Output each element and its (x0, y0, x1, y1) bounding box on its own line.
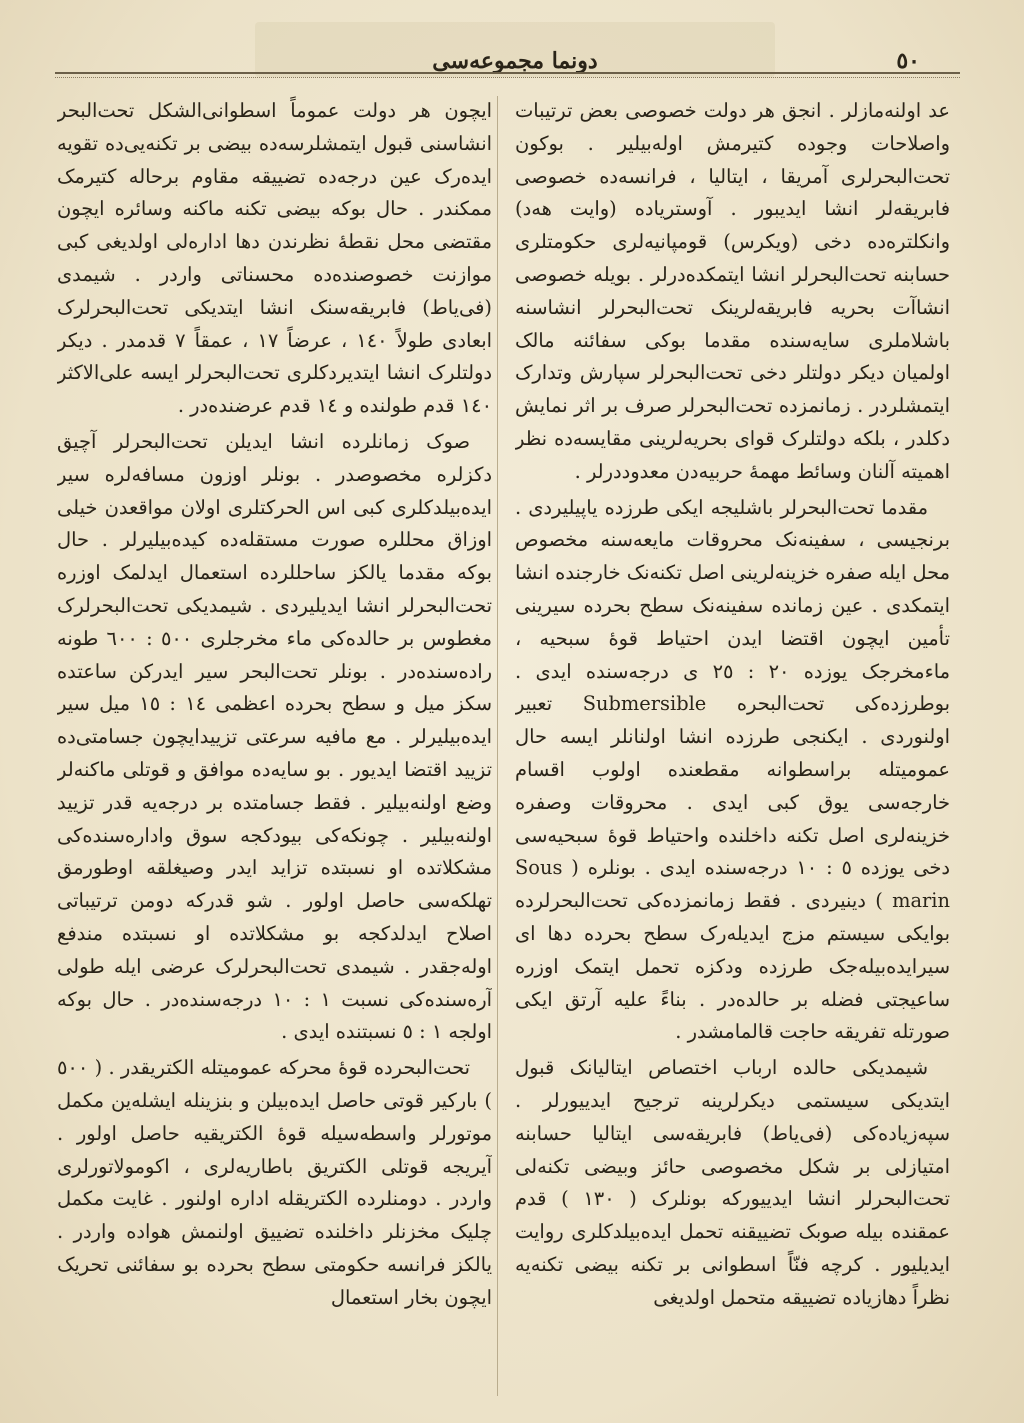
header-rule-dotted (55, 77, 960, 78)
paragraph: صوک زمانلردە انشا ایدیلن تحت‌البحرلر آچیق دکزلرە مخصوصدر . بونلر اوزون مسافەلرە سیر ایدەبیلدکلری کبی اس الحرکتلری اولان مواقعدن خیلی اوزاق محللرە صورت مستقلەدە کیدەبیلیرلر . حال بوکە مقدما یالکز ساحللردە استعمال ایدلمک اوزرە تحت‌البحرلر انشا ایدیلیردی . شیمدیکی تحت‌البحرلرک مغطوس بر حالدەکی ماء مخرجلری ٥٠٠ : ٦٠٠ طونە رادەسندەدر . بونلر تحت‌البحر سیر ایدرکن ساعتدە سکز میل و سطح بحردە اعظمی ١٤ : ١٥ میل سیر ایدەبیلیرلر . مع مافیە سرعتی تزییدایچون جسامتی‌دە تزیید اقتضا ایدیور . بو سایەدە موافق و قوتلی ماکنەلر وضع اولنەبیلیر . فقط جسامتدە بر درجەیە قدر تزیید اولنەبیلیر . چونکەکی بیودکجە سوق وادارەسندەکی مشکلاتدە او نسبتدە تزاید ایدر وصیغلقە اوطورمق تهلکەسی حاصل اولور . شو قدرکە دومن ترتیباتی اصلاح ایدلدکجە بو مشکلاتدە او نسبتدە مندفع اولەجقدر . شیمدی تحت‌البحرلرک عرضی ایلە طولی آرەسندەکی نسبت ١ : ١٠ درجەسندەدر . حال بوکە اولجە ١ : ٥ نسبتندە ایدی . (57, 429, 492, 1044)
paragraph: تحت‌البحردە قوۀ محرکە عمومیتلە الکتریقدر . ( ٥٠٠ ) بارکیر قوتی حاصل ایدەبیلن و بنزینلە ایشلەین مکمل موتورلر واسطەسیلە قوۀ الکتریقیە حاصل اولور . آیریجە قوتلی الکتریق باطاریەلری ، اکومولاتورلری واردر . دومنلردە الکتریقلە ادارە اولنور . غایت مکمل چلیک مخزنلر داخلندە تضییق اولنمش هوادە واردر . یالکز فرانسە حکومتی سطح بحردە بو سفائنی تحریک ایچون بخار استعمال (57, 1056, 492, 1309)
page-header (70, 42, 960, 82)
page-number: ٥٠ (896, 48, 920, 74)
journal-title: دونما مجموعەسی (432, 48, 598, 74)
left-column (57, 95, 492, 1405)
paragraph: شیمدیکی حالدە ارباب اختصاص ایتالیانک قبول ایتدیکی سیستمی دیکرلرینە ترجیح ایدییورلر . سپەزیادەکی (فی‌یاط) فابریقەسی ایتالیا حسابنە امتیازلی بر شکل مخصوصی حائز وبیضی تکنەلی تحت‌البحرلر انشا ایدییورکە بونلرک ( ١٣٠ ) قدم عمقندە بیلە صوبک تضییقنە تحمل ایدەبیلدکلری روایت ایدیلیور . کرچە فنّاً اسطوانی بر تکنە بیضی تکنەیە نظراً دهازیادە تضییقە متحمل اولدیغی (515, 1056, 950, 1309)
column-divider (497, 96, 498, 1396)
paragraph: مقدما تحت‌البحرلر باشلیجە ایکی طرزدە یاپیلیردی . برنجیسی ، سفینەنک محروقات مایعەسنە مخصوص محل ایلە صفره خزینەلرینی اصل تکنەنک خارجندە انشا ایتمکدی . عین زماندە سفینەنک سطح بحردە سیرینی تأمین ایچون اقتضا ایدن احتیاط قوۀ سبحیە ، ماءمخرجک یوزدە ٢٠ : ٢٥ ی درجەسندە ایدی . بوطرزدەکی تحت‌البحرە Submersible تعبیر اولنوردی . ایکنجی طرزدە انشا اولنانلر ایسە حال عمومیتلە براسطوانە مقطعندە اولوب اقسام خارجەسی یوق کبی ایدی . محروقات وصفره خزینەلری اصل تکنە داخلندە واحتیاط قوۀ سبحیەسی دخی یوزدە ٥ : ١٠ درجەسندە ایدی . بونلرە ( Sous marin ) دینیردی . فقط زمانمزدەکی تحت‌البحرلردە بوایکی سیستم مزج ایدیلەرک سطح بحردە دها ای سیرایدەبیلەجک طرزدە ودکزە تحمل ایتمک اوزرە ساعیجتی فضلە بر حالدەدر . بناءً علیه آرتق ایکی صورتلە تفریقە حاجت قالمامشدر . (515, 495, 950, 1044)
header-rule (55, 72, 960, 74)
paragraph: ایچون هر دولت عموماً اسطوانی‌الشکل تحت‌البحر انشاسنی قبول ایتمشلرسەدە بیضی بر تکنەیی‌دە تقویە ایدەرک عین درجەدە تضییقە مقاوم برحالە کتیرمک ممکندر . حال بوکە بیضی تکنە ماکنە وسائرە ایچون مقتضی محل نقطۀ نظرندن دها ادارەلی اولدیغی کبی موازنت خصوصندەدە محسناتی واردر . شیمدی (فی‌یاط) فابریقەسنک انشا ایتدیکی تحت‌البحرلرک ابعادی طولاً ١٤٠ ، عرضاً ١٧ ، عمقاً ٧ قدمدر . دیکر دولتلرک انشا ایتدیردکلری تحت‌البحرلر ایسە علی‌الاکثر ١٤٠ قدم طولندە و ١٤ قدم عرضندەدر . (57, 99, 492, 418)
paragraph: عد اولنەمازلر . انجق هر دولت خصوصی بعض ترتیبات واصلاحات وجوده کتیرمش اولەبیلیر . بوکون تحت‌البحرلری آمریقا ، ایتالیا ، فرانسەدە خصوصی فابریقەلر انشا ایدیبور . آوستریادە (وایت هەد) وانکلترەدە دخی (ویکرس) قومپانیەلری حکومتلری حسابنە تحت‌البحرلر انشا ایتمکدەدرلر . بویلە خصوصی انشاآت بحریە فابریقەلرینک تحت‌البحرلر انشاسنە باشلاملری سایەسندە مقدما بوکی سفائنە مالک اولمیان دیکر دولتلر دخی تحت‌البحرلر سپارش وتدارک ایتمشلردر . زمانمزدە تحت‌البحرلر صرف بر اثر نمایش دکلدر ، بلکە دولتلرک قوای بحریەلرینی مقایسەدە نظر اهمیتە آلنان وسائط مهمۀ حربیەدن معدوددرلر . (515, 99, 950, 483)
right-column (515, 95, 950, 1405)
